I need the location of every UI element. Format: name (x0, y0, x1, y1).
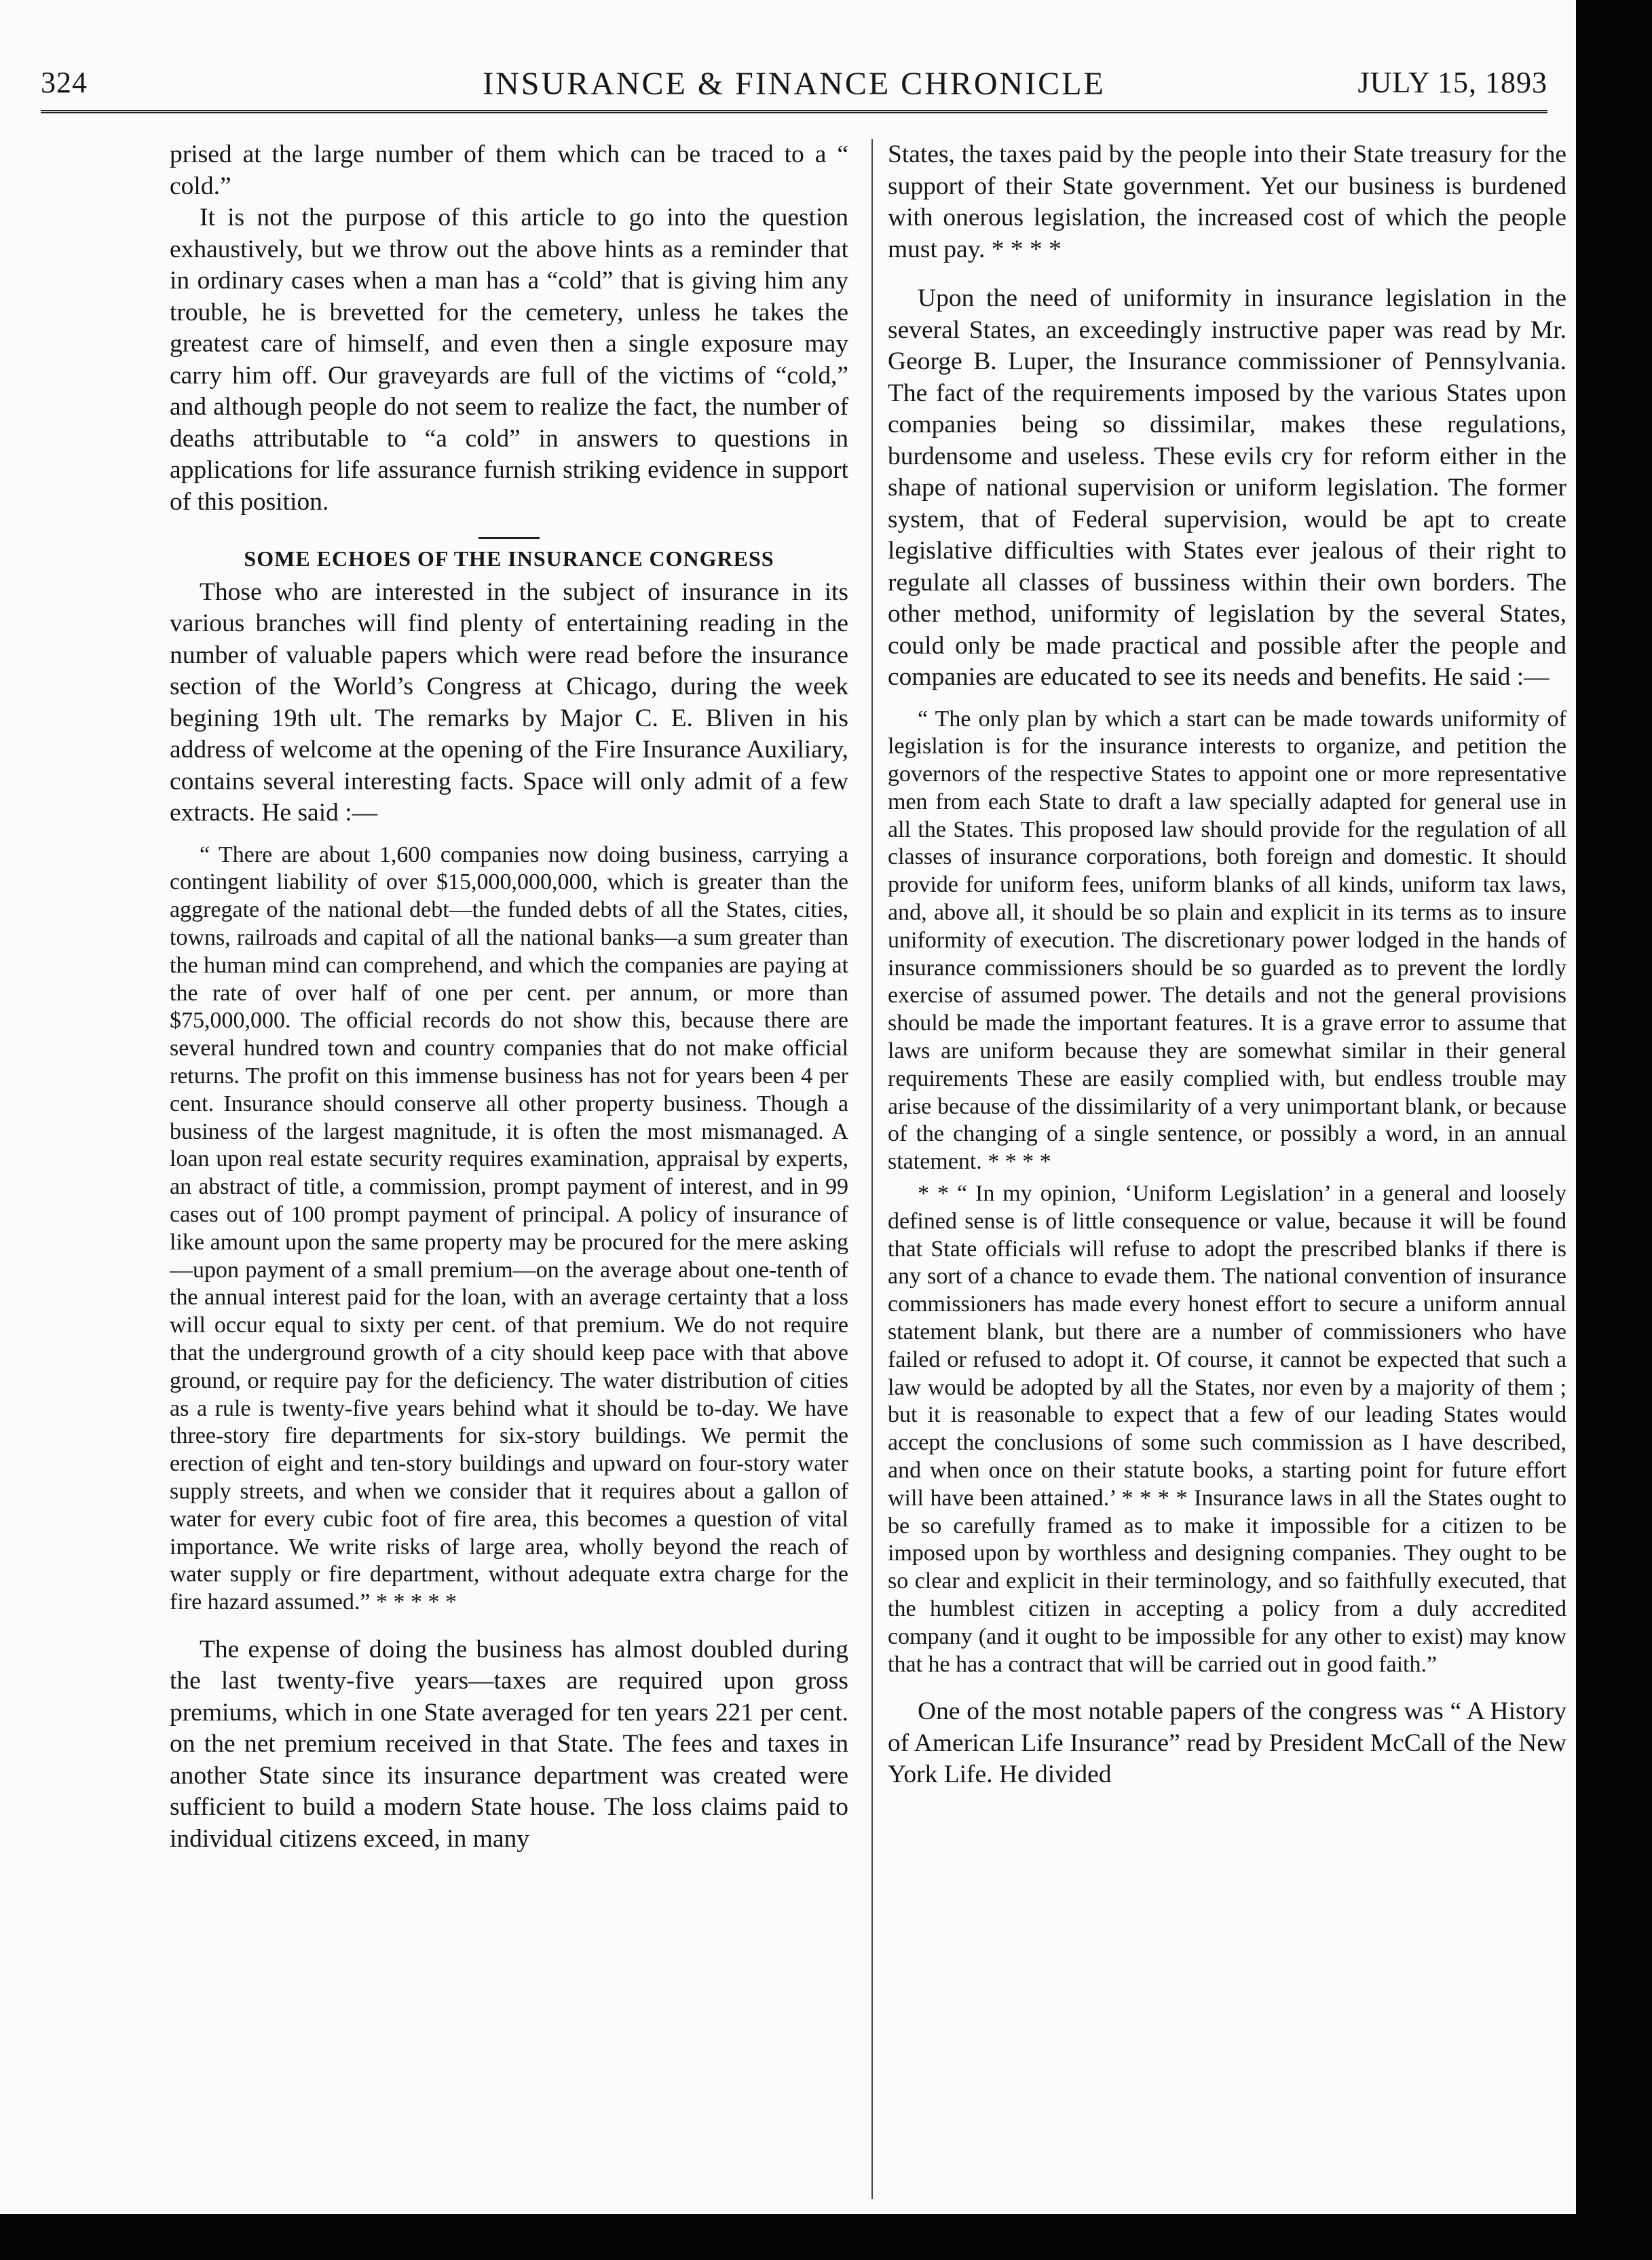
paragraph: States, the taxes paid by the people into their State treasury for the support of their State government. Yet our business is burdened with onerous legislation, the increased cost of which the people must pay. * * * * (888, 140, 1566, 263)
quoted-passage: “ There are about 1,600 companies now doing business, carrying a contingent liability of over $15,000,000,000, which is greater than the aggregate of the national debt—the funded debts of all the States, cities, towns, railroads and capital of all the national banks—a sum greater than the human mind can comprehend, and which the companies are paying at the rate of over half of one per cent. per annum, or more than $75,000,000. The official records do not show this, because there are several hundred town and country companies that do not make official returns. The profit on this immense business has not for years been 4 per cent. Insurance should conserve all other property business. Though a business of the largest magnitude, it is often the most mismanaged. A loan upon real estate security requires examination, appraisal by experts, an abstract of title, a commission, prompt payment of interest, and in 99 cases out of 100 prompt payment of principal. A policy of insurance of like amount upon the same property may be procured for the mere asking—upon payment of a small premium—on the average about one-tenth of the annual interest paid for the loan, with an average certainty that a loss will occur equal to sixty per cent. of that premium. We do not require that the underground growth of a city should keep pace with that above ground, or require pay for the deficiency. The water distribution of cities as a rule is twenty-five years behind what it should be to-day. We have three-story fire departments for six-story buildings. We permit the erection of eight and ten-story buildings and upward on four-story water supply streets, and when we consider that it requires about a gallon of water for every cubic foot of fire area, this becomes a question of vital importance. We write risks of large area, wholly beyond the reach of water supply or fire department, without adequate extra charge for the fire hazard assumed.” * * * * * (170, 842, 848, 1615)
quoted-passage: “ The only plan by which a start can be made towards uniformity of legislation is for the insurance interests to organize, and petition the governors of the respective States to appoint one or more representative men from each State to draft a law specially adapted for general use in all the States. This proposed law should provide for the regulation of all classes of insurance corporations, both foreign and domestic. It should provide for uniform fees, uniform blanks of all kinds, uniform tax laws, and, above all, it should be so plain and explicit in its terms as to insure uniformity of execution. The discretionary power lodged in the hands of insurance commissioners should be so guarded as to prevent the lordly exercise of assumed power. The details and not the general provisions should be made the important features. It is a grave error to assume that laws are uniform because they are somewhat similar in their general requirements These are easily complied with, but endless trouble may arise because of the dissimilarity of a very unimportant blank, or because of the changing of a single sentence, or possibly a word, in an annual statement. * * * * (888, 706, 1566, 1175)
left-column (170, 139, 848, 2199)
right-column (888, 139, 1566, 2199)
paragraph: Those who are interested in the subject of insurance in its various branches will find plenty of entertaining reading in the number of valuable papers which were read before the insurance section of the World’s Congress at Chicago, during the week begining 19th ult. The remarks by Major C. E. Bliven in his address of welcome at the opening of the Fire Insurance Auxiliary, contains several interesting facts. Space will only admit of a few extracts. He said :— (170, 578, 848, 827)
paragraph: The expense of doing the business has almost doubled during the last twenty-five years—taxes are required upon gross premiums, which in one State averaged for ten years 221 per cent. on the net premium received in that State. The fees and taxes in another State since its insurance department was created were sufficient to build a modern State house. The loss claims paid to individual citizens exceed, in many (170, 1635, 848, 1853)
page-header (41, 65, 1547, 103)
paragraph: prised at the large number of them which can be traced to a “ cold.” (170, 140, 848, 200)
header-rule (41, 110, 1547, 113)
quoted-passage: * * “ In my opinion, ‘Uniform Legislation’ in a general and loosely defined sense is of little consequence or value, because it will be found that State officials will refuse to adopt the prescribed blanks if there is any sort of a chance to evade them. The national convention of insurance commissioners has made every honest effort to secure a uniform annual statement blank, but there are a number of commissioners who have failed or refused to adopt it. Of course, it cannot be expected that such a law would be adopted by all the States, nor even by a majority of them ; but it is reasonable to expect that a few of our leading States would accept the conclusions of some such commission as I have described, and when once on their statute books, a starting point for future effort will have been attained.’ * * * * Insurance laws in all the States ought to be so carefully framed as to make it impossible for a citizen to be imposed upon by worthless and designing companies. They ought to be so clear and explicit in their terminology, and so faithfully executed, that the humblest citizen in accepting a policy from a duly accredited company (and it ought to be impossible for any other to exist) may know that he has a contract that will be carried out in good faith.” (888, 1181, 1566, 1677)
publication-title: INSURANCE & FINANCE CHRONICLE (483, 66, 1106, 102)
paragraph: One of the most notable papers of the congress was “ A History of American Life Insurance” read by President McCall of the New York Life. He divided (888, 1697, 1566, 1789)
section-separator (478, 537, 540, 539)
paragraph: Upon the need of uniformity in insurance legislation in the several States, an exceedingly instructive paper was read by Mr. George B. Luper, the Insurance commissioner of Pennsylvania. The fact of the requirements imposed by the various States upon companies being so dissimilar, makes these regulations, burdensome and useless. These evils cry for reform either in the shape of national supervision or uniform legislation. The former system, that of Federal supervision, would be apt to create legislative difficulties with States ever jealous of their right to regulate all classes of bussiness within their own borders. The other method, uniformity of legislation by the several States, could only be made practical and possible after the people and companies are educated to see its needs and benefits. He said :— (888, 284, 1566, 691)
paragraph: It is not the purpose of this article to go into the question exhaustively, but we throw out the above hints as a reminder that in ordinary cases when a man has a “cold” that is giving him any trouble, he is brevetted for the cemetery, unless he takes the greatest care of himself, and even then a single exposure may carry him off. Our graveyards are full of the victims of “cold,” and although people do not seem to realize the fact, the number of deaths attributable to “a cold” in answers to questions in applications for life assurance furnish striking evidence in support of this position. (170, 204, 848, 516)
scan-border-bottom (0, 2214, 1652, 2260)
issue-date: JULY 15, 1893 (1357, 66, 1547, 99)
section-heading: SOME ECHOES OF THE INSURANCE CONGRESS (244, 546, 774, 571)
scan-border-right (1576, 0, 1652, 2260)
column-divider (871, 139, 873, 2199)
page-number: 324 (41, 66, 88, 99)
